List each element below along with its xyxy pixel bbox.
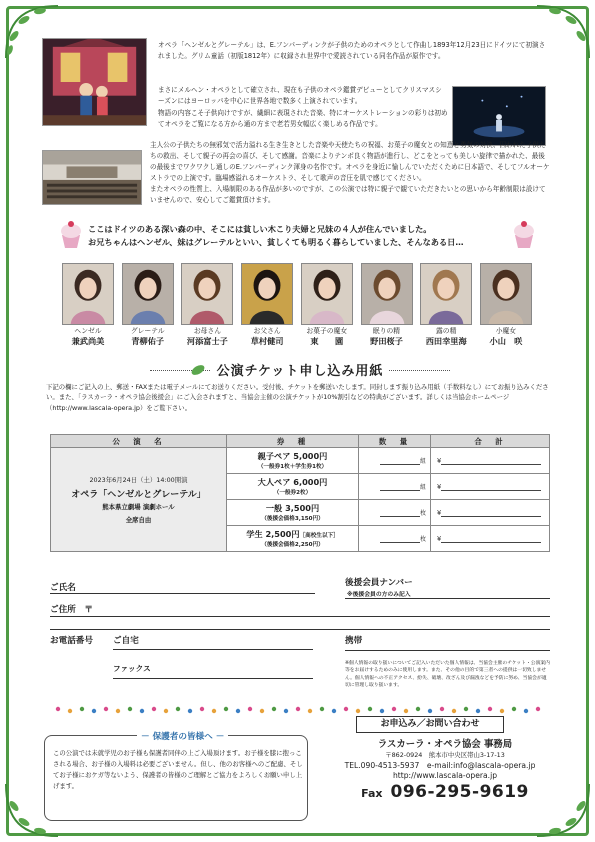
address-input[interactable] [50,616,550,617]
cast-role: お菓子の魔女 [306,327,348,335]
cast-name: 草村健司 [250,336,284,346]
address-input-line-2[interactable] [50,629,550,630]
name-label: ご氏名 [50,583,76,593]
column-header: 合 計 [431,435,550,448]
concert-venue: 熊本県立劇場 演劇ホール [102,503,175,511]
home-phone-label: ご自宅 [113,636,139,646]
guardians-text: この公演では未就学児のお子様も保護者同伴の上ご入場頂けます。お子様を膝に抱っこされる場合、お子様の入場料は必要ございません。但し、他のお客様へのご配慮、そしてお子様におケガ等ないよう、保護者の皆様のご理解とご協力をよろしくお願い申し上げます。 [53,749,303,790]
total-field[interactable]: ¥ [431,474,550,500]
fax-label: ファックス [113,664,151,673]
form-instructions: 下記の欄にご記入の上、郵送・FAXまたは電子メールにてお送りください。受付後、チケットを郵送いたします。同封します振り込み用紙（手数料なし）にてお振り込みください。また、「ラスカーラ・オペラ協会後援会」にご入会されますと、当協会主催の公演チケットが10%割引などの特典がございます。詳しくは当協会ホームページ（http://www.lascala-opera.jp）をご覧下さい。 [46,383,549,412]
mobile-label: 携帯 [345,636,363,646]
cast-photo [480,263,532,325]
concert-title: オペラ「ヘンゼルとグレーテル」 [71,490,206,500]
cast-name: 青柳佑子 [131,336,165,346]
concert-cell [51,448,227,552]
cast-list [62,263,532,346]
cast-photo [420,263,472,325]
organization-name: ラスカーラ・オペラ協会 事務局 [377,739,513,750]
quantity-field[interactable]: 枚 [359,526,431,552]
form-title: 公演チケット申し込み用紙 [211,364,390,379]
cast-name: 東 園 [310,336,344,346]
total-field[interactable]: ¥ [431,500,550,526]
intro-paragraph: 物語の内容こそ子供向けですが、繊細に表現された音楽、特にオーケストレーションの彩りは初めてオペラをご覧になる方から通の方まで老若男女幅広く楽しめる作品です。 [158,109,448,128]
member-number-label: 後援会員ナンバー [345,578,413,588]
member-number-note: ※後援会員の方のみ記入 [347,592,411,598]
contact-heading: お申込み／お問い合わせ [356,716,504,733]
night-scene-photo [452,86,546,146]
cast-name: 西田幸里海 [425,336,467,346]
cast-role: 小魔女 [495,327,517,335]
member-number-input[interactable] [345,598,550,599]
cast-member [301,263,353,346]
cast-name: 河添富士子 [186,336,228,346]
intro-paragraph: オペラ「ヘンゼルとグレーテル」は、E.フンパーディンクが子供のためのオペラとして作曲し1893年12月23日にドイツにて初演されました。グリム童話（初版1812年）に収録され世界中で愛読されている同名作品が原作です。 [158,41,546,60]
quantity-field[interactable]: 組 [359,448,431,474]
concert-date: 2023年6月24日（土）14:00開演 [89,476,188,484]
intro-paragraph: またオペラの性質上、入場制限のある作品が多いのですが、この公演では特に親子で観ていただきたいとの思いから年齢制限は設けていませんので、安心してご鑑賞頂けます。 [150,185,546,204]
ticket-form-heading [150,360,450,382]
column-header: 公 演 名 [51,435,227,448]
guardians-title: － 保護者の皆様へ － [137,730,228,742]
fax-number: Fax 096-295-9619 [361,782,529,802]
privacy-notice: ※個人情報の取り扱いについてご記入いただいた個人情報は、当協会主催のチケット・公演案内等をお届けするためのみに使用します。また、その他の目的で第三者への提供は一切致しません。個人情報への不正アクセス、紛失、破壊、改ざん及び漏洩などを予防に努め、当協会が適切に管理し取り扱います。 [345,661,550,689]
guardians-notice [44,732,308,821]
cast-role: お父さん [253,327,281,335]
cast-role: 露の精 [436,327,457,335]
ticket-type: 大人ペア 6,000円 （一般券2枚） [227,474,359,500]
ticket-type: 学生 2,500円［高校生以下］ （後援会価格2,250円） [227,526,359,552]
concert-hall-photo [42,150,142,205]
cast-role: 眠りの精 [372,327,401,335]
story-line: ここはドイツのある深い森の中、そこには貧しい木こり夫婦と兄妹の４人が住んでいました。 [88,224,432,234]
cast-photo [361,263,413,325]
seating-info: 全席自由 [125,516,152,524]
cast-role: お母さん [193,327,221,335]
ticket-type: 親子ペア 5,000円 （一般券1枚＋学生券1枚） [227,448,359,474]
organization-address: 〒862-0924 熊本市中央区帯山3-17-13 [385,751,505,759]
cast-role: ヘンゼル [74,327,102,335]
address-label: ご住所 〒 [50,605,93,615]
intro-paragraph: 主人公の子供たちの無邪気で活力溢れる生き生きとした音楽や天使たちの祝福、お菓子の魔女との知恵と勇気の対決、囚われた子供たちの救出、そして親子の再会の喜び、そして感謝。音楽によりテンポ良く物語が進行し、どこをとっても美しい旋律で描かれた、最後の最後までワクワクし通しのE.フンパーディンク渾身の名作です。オペラを身近に愉しんでいただくために日本語で、そしてフルオーケストラでの上演です。臨場感溢れるオーケストラ、そして歌声の音圧を肌で感じてください。 [150,141,550,182]
cast-member [420,263,472,346]
column-header: 数 量 [359,435,431,448]
quantity-field[interactable]: 組 [359,474,431,500]
leaf-icon [190,362,206,378]
cast-photo [181,263,233,325]
column-header: 券 種 [227,435,359,448]
stage-photo [42,38,147,126]
story-line: お兄ちゃんはヘンゼル、妹はグレーテルといい、貧しくても明るく暮らしていました、そんなある日… [88,237,464,247]
total-field[interactable]: ¥ [431,448,550,474]
phone-email: TEL.090-4513-5937 e-mail:info@lascala-opera.jp [344,761,536,770]
dotted-divider [52,700,544,710]
cast-photo [62,263,114,325]
cast-member [62,263,114,346]
cupcake-icon [58,219,84,249]
cast-photo [241,263,293,325]
total-field[interactable]: ¥ [431,526,550,552]
fax-input[interactable] [113,678,313,679]
cast-member [480,263,532,346]
cast-photo [301,263,353,325]
cast-member [181,263,233,346]
ticket-table [50,434,550,552]
cast-member [361,263,413,346]
cast-name: 兼武尚美 [71,336,105,346]
cast-name: 野田桜子 [370,336,403,346]
cast-member [122,263,174,346]
cast-member [241,263,293,346]
name-input[interactable] [50,593,315,594]
home-phone-input[interactable] [113,649,313,650]
intro-paragraph: まさにメルヘン・オペラとして確立され、現在も子供のオペラ鑑賞デビューとしてクリスマスシーズンにはヨーロッパを中心に世界各地で数多く上演されています。 [158,86,442,105]
cast-role: グレーテル [130,327,165,335]
quantity-field[interactable]: 枚 [359,500,431,526]
cast-photo [122,263,174,325]
story-text [88,223,518,249]
ticket-type: 一般 3,500円 （後援会価格3,150円） [227,500,359,526]
cast-name: 小山 咲 [489,336,523,346]
website-link[interactable]: http://www.lascala-opera.jp [392,771,498,780]
phone-label: お電話番号 [50,636,93,646]
mobile-input[interactable] [345,650,550,651]
